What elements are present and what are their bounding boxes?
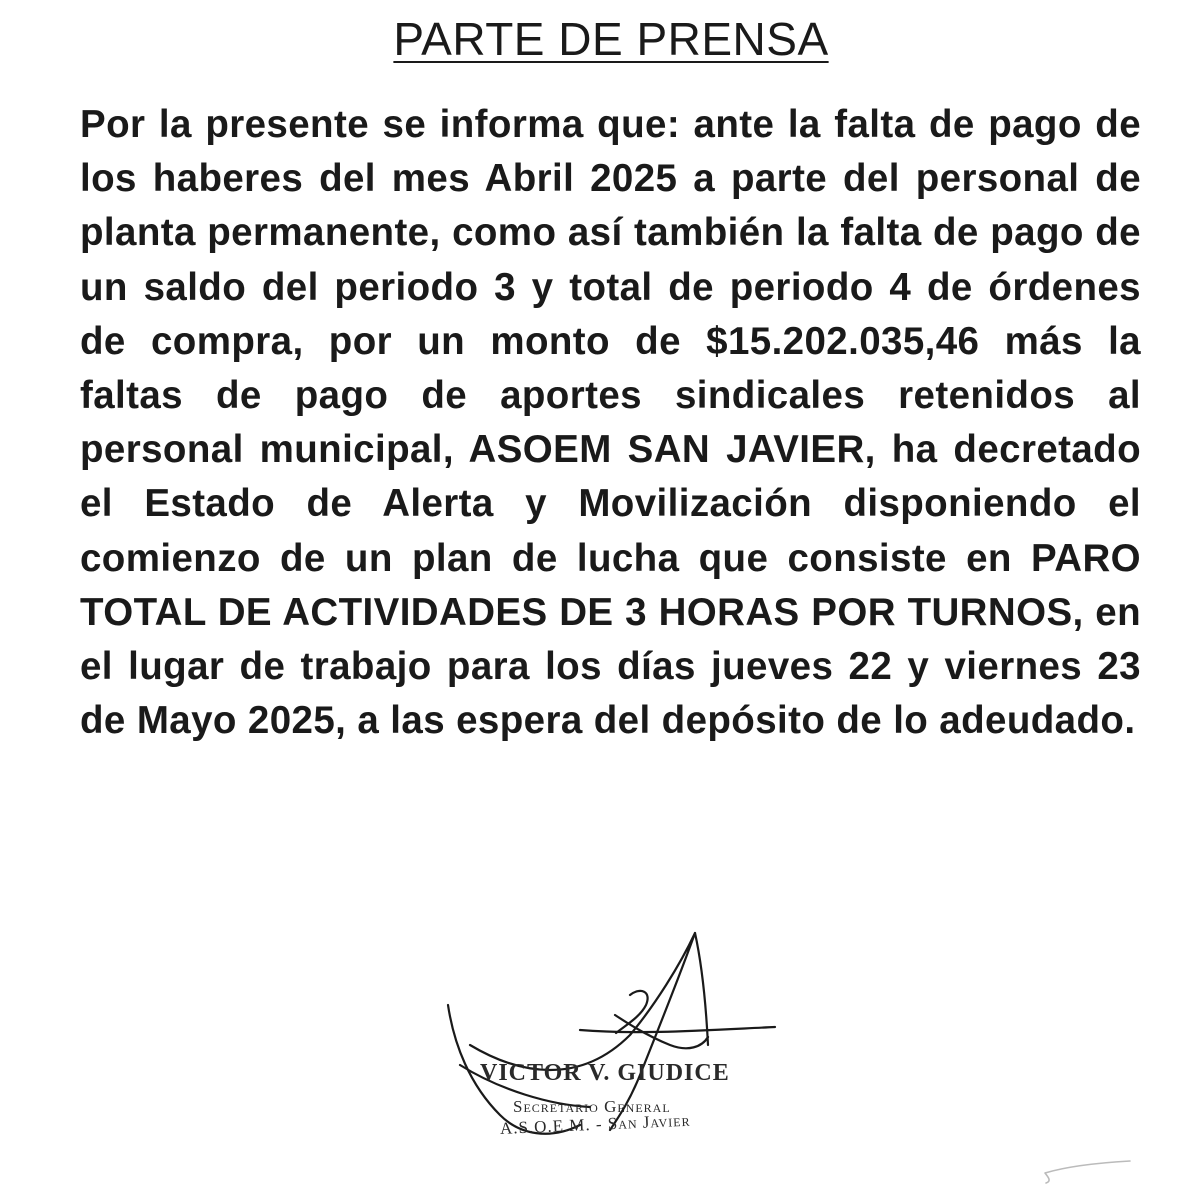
page-title: PARTE DE PRENSA	[393, 13, 829, 65]
corner-pen-mark	[1040, 1155, 1140, 1185]
stamp-role: Secretario General	[513, 1097, 671, 1116]
stamp-name: VICTOR V. GIUDICE	[480, 1060, 730, 1086]
signature-block	[440, 925, 800, 1165]
stamp-organization: A.S.O.E.M. - San Javier	[499, 1110, 691, 1138]
press-release-body: Por la presente se informa que: ante la falta de pago de los haberes del mes Abril 2025 a parte del personal de planta permanente, como así también la falta de pago de un saldo del periodo 3 y total de periodo 4 de órdenes de compra, por un monto de $15.202.035,46 más la faltas de pago de aportes sindicales retenidos al personal municipal, ASOEM SAN JAVIER, ha decretado el Estado de Alerta y Movilización disponiendo el comienzo de un plan de lucha que consiste en PARO TOTAL DE ACTIVIDADES DE 3 HORAS POR TURNOS, en el lugar de trabajo para los días jueves 22 y viernes 23 de Mayo 2025, a las espera del depósito de lo adeudado.	[80, 103, 1141, 743]
